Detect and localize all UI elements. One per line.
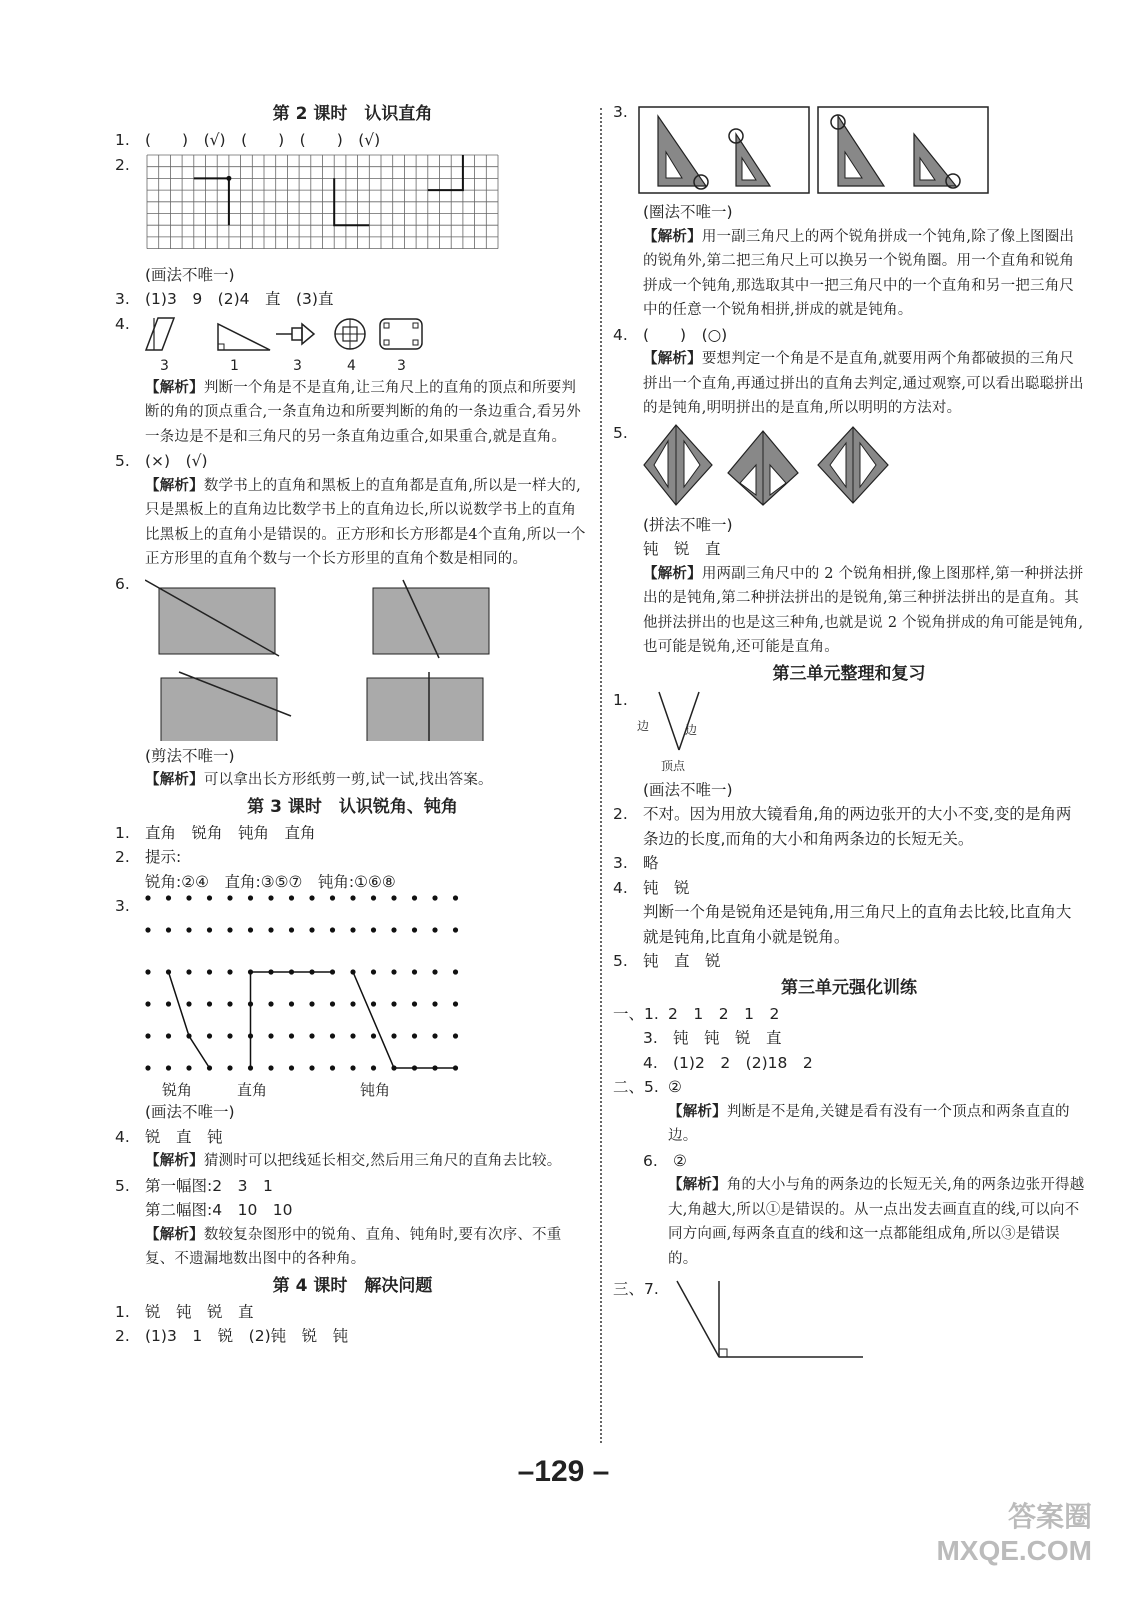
- obtuse-label: 钝角: [360, 1081, 391, 1099]
- q4-row: 4. 3 1 3 4 3: [115, 312, 590, 376]
- q6-note: (剪法不唯一): [145, 746, 235, 765]
- r-q5-note: (拼法不唯一): [643, 515, 733, 534]
- tr-q5: 二、5. ②: [613, 1078, 682, 1096]
- tr-q3: 3. 钝 钝 锐 直: [643, 1029, 782, 1047]
- l3-q5: 5. 第一幅图:2 3 1: [115, 1176, 273, 1195]
- rev-q3: 3. 略: [613, 854, 659, 872]
- q1-answer: ( ) (√) ( ) ( ) (√): [145, 131, 381, 149]
- q3-row: 3. (1)3 9 (2)4 直 (3)直: [115, 290, 334, 308]
- r-q3-analysis: 【解析】用一副三角尺上的两个锐角拼成一个钝角,除了像上图圈出的锐角外,第二把三角尺上可以换另一个锐角圈。用一个直角和锐角拼成一个钝角,那选取其中一把三角尺中的一个直角和另一把三角尺中的任意一个锐角相拼,拼成的就是钝角。: [643, 228, 1075, 318]
- l3-q5b: 第二幅图:4 10 10: [145, 1201, 293, 1219]
- edge-label-1: 边: [637, 718, 650, 733]
- tr-q6: 6. ②: [643, 1151, 687, 1170]
- dot-grid-figure: [140, 894, 480, 1084]
- rev-q4-text: 判断一个角是锐角还是钝角,用三角尺上的直角去比较,比直角大就是钝角,比直角小就是锐角。: [643, 903, 1072, 946]
- r-q5-analysis: 【解析】用两副三角尺中的 2 个锐角相拼,像上图那样,第一种拼法拼出的是钝角,第二种拼法拼出的是锐角,第三种拼法拼出的是直角。其他拼法拼出的也是这三种角,也就是说 2 个锐角拼成的角可能是钝角,也可能是锐角,还可能是直角。: [643, 565, 1084, 655]
- l3-q5-analysis: 【解析】数较复杂图形中的锐角、直角、钝角时,要有次序、不重复、不遗漏地数出图中的各种角。: [145, 1226, 562, 1267]
- tr-q5-analysis: 【解析】判断是不是角,关键是看有没有一个顶点和两条直直的边。: [668, 1103, 1070, 1144]
- q1-row: 1. ( ) (√) ( ) ( ) (√): [115, 131, 381, 149]
- rev-q1-note: (画法不唯一): [643, 780, 733, 799]
- q6-row: 6.: [115, 572, 590, 744]
- shape-count-3: 3: [293, 357, 302, 374]
- q2-note: (画法不唯一): [145, 265, 235, 284]
- r-q5: 5.: [613, 421, 1085, 513]
- column-divider: [600, 108, 602, 1443]
- l4-q1: 1. 锐 钝 锐 直: [115, 1302, 254, 1321]
- page-number: –129 –: [517, 1455, 610, 1488]
- q2-row: 2.: [115, 153, 590, 263]
- l4-q2: 2. (1)3 1 锐 (2)钝 锐 钝: [115, 1327, 349, 1345]
- tr-q1: 一、1. 2 1 2 1 2: [613, 1004, 780, 1023]
- l3-q2: 2. 提示:: [115, 848, 182, 866]
- combined-rulers-figure: [638, 421, 918, 511]
- l3-q1: 1. 直角 锐角 钝角 直角: [115, 823, 316, 842]
- review-title: 第三单元整理和复习: [772, 663, 926, 684]
- lesson-4-title: 第 4 课时 解决问题: [272, 1275, 433, 1296]
- q5-analysis: 【解析】数学书上的直角和黑板上的直角都是直角,所以是一样大的,只是黑板上的直角边比数学书上的直角边长,所以说数学书上的直角比黑板上的直角小是错误的。正方形和长方形都是4个直角,所以一个正方形里的直角个数与一个长方形里的直角个数是相同的。: [145, 477, 586, 567]
- edge-label-2: 边: [685, 722, 698, 737]
- triangle-rulers-figure: [638, 106, 998, 196]
- left-column: [115, 100, 590, 1349]
- acute-label: 锐角: [162, 1081, 193, 1099]
- shape-count-1: 3: [160, 357, 169, 374]
- q6-analysis: 【解析】可以拿出长方形纸剪一剪,试一试,找出答案。: [145, 772, 493, 788]
- r-q4-analysis: 【解析】要想判定一个角是不是直角,就要用两个角都破损的三角尺拼出一个直角,再通过拼出的直角去判定,通过观察,可以看出聪聪拼出的是钝角,明明拼出的是直角,所以明明的方法对。: [643, 351, 1084, 416]
- grid-figure: [145, 153, 505, 257]
- lesson-3-title: 第 3 课时 认识锐角、钝角: [247, 796, 458, 817]
- l3-q3: 3. 锐角 直角 钝角: [115, 894, 590, 1100]
- shapes-figure: [140, 314, 440, 354]
- l3-q2-answer: 锐角:②④ 直角:③⑤⑦ 钝角:①⑥⑧: [145, 872, 396, 891]
- right-angle-figure: [673, 1279, 873, 1363]
- r-q4: 4. ( ) (○): [613, 325, 728, 344]
- rev-q4: 4. 钝 锐: [613, 878, 690, 897]
- rev-q2: 2. 不对。因为用放大镜看角,角的两边张开的大小不变,变的是角两条边的长度,而角的大小和角两条边的长短无关。: [613, 805, 1072, 848]
- tr-q4: 4. (1)2 2 (2)18 2: [643, 1053, 813, 1072]
- lesson-2-title: 第 2 课时 认识直角: [272, 104, 433, 124]
- vertex-label: 顶点: [661, 758, 686, 773]
- tr-q7: 三、7.: [613, 1277, 1085, 1367]
- rev-q1: 1. 边 边 顶点: [613, 688, 1085, 778]
- tr-q6-analysis: 【解析】角的大小与角的两条边的长短无关,角的两条边张开得越大,角越大,所以①是错误的。从一点出发去画直直的线,可以向不同方向画,每两条直直的线和这一点都能组成角,所以③是错误的。: [668, 1177, 1085, 1267]
- right-label: 直角: [237, 1081, 268, 1099]
- training-title: 第三单元强化训练: [781, 977, 917, 998]
- r-q5-answer: 钝 锐 直: [643, 540, 721, 558]
- shape-count-2: 1: [230, 357, 239, 374]
- l3-q4-analysis: 【解析】猜测时可以把线延长相交,然后用三角尺的直角去比较。: [145, 1153, 562, 1169]
- q5-row: 5. (×) (√): [115, 452, 208, 470]
- r-q3-note: (圈法不唯一): [643, 203, 733, 221]
- rev-q5: 5. 钝 直 锐: [613, 952, 721, 970]
- cut-rectangles-figure: [145, 576, 495, 741]
- watermark-logo: 答案圈 MXQE.COM: [936, 1501, 1092, 1566]
- r-q3: 3.: [613, 100, 1085, 200]
- shape-count-4: 4: [347, 357, 356, 374]
- q4-analysis: 【解析】判断一个角是不是直角,让三角尺上的直角的顶点和所要判断的角的顶点重合,一条直角边和所要判断的角的一条边重合,看另外一条边是不是和三角尺的另一条直角边重合,如果重合,就是直角。: [145, 379, 581, 445]
- right-column: [613, 100, 1085, 1367]
- l3-q4: 4. 锐 直 钝: [115, 1127, 223, 1146]
- l3-q3-note: (画法不唯一): [145, 1103, 235, 1121]
- shape-count-5: 3: [397, 357, 406, 374]
